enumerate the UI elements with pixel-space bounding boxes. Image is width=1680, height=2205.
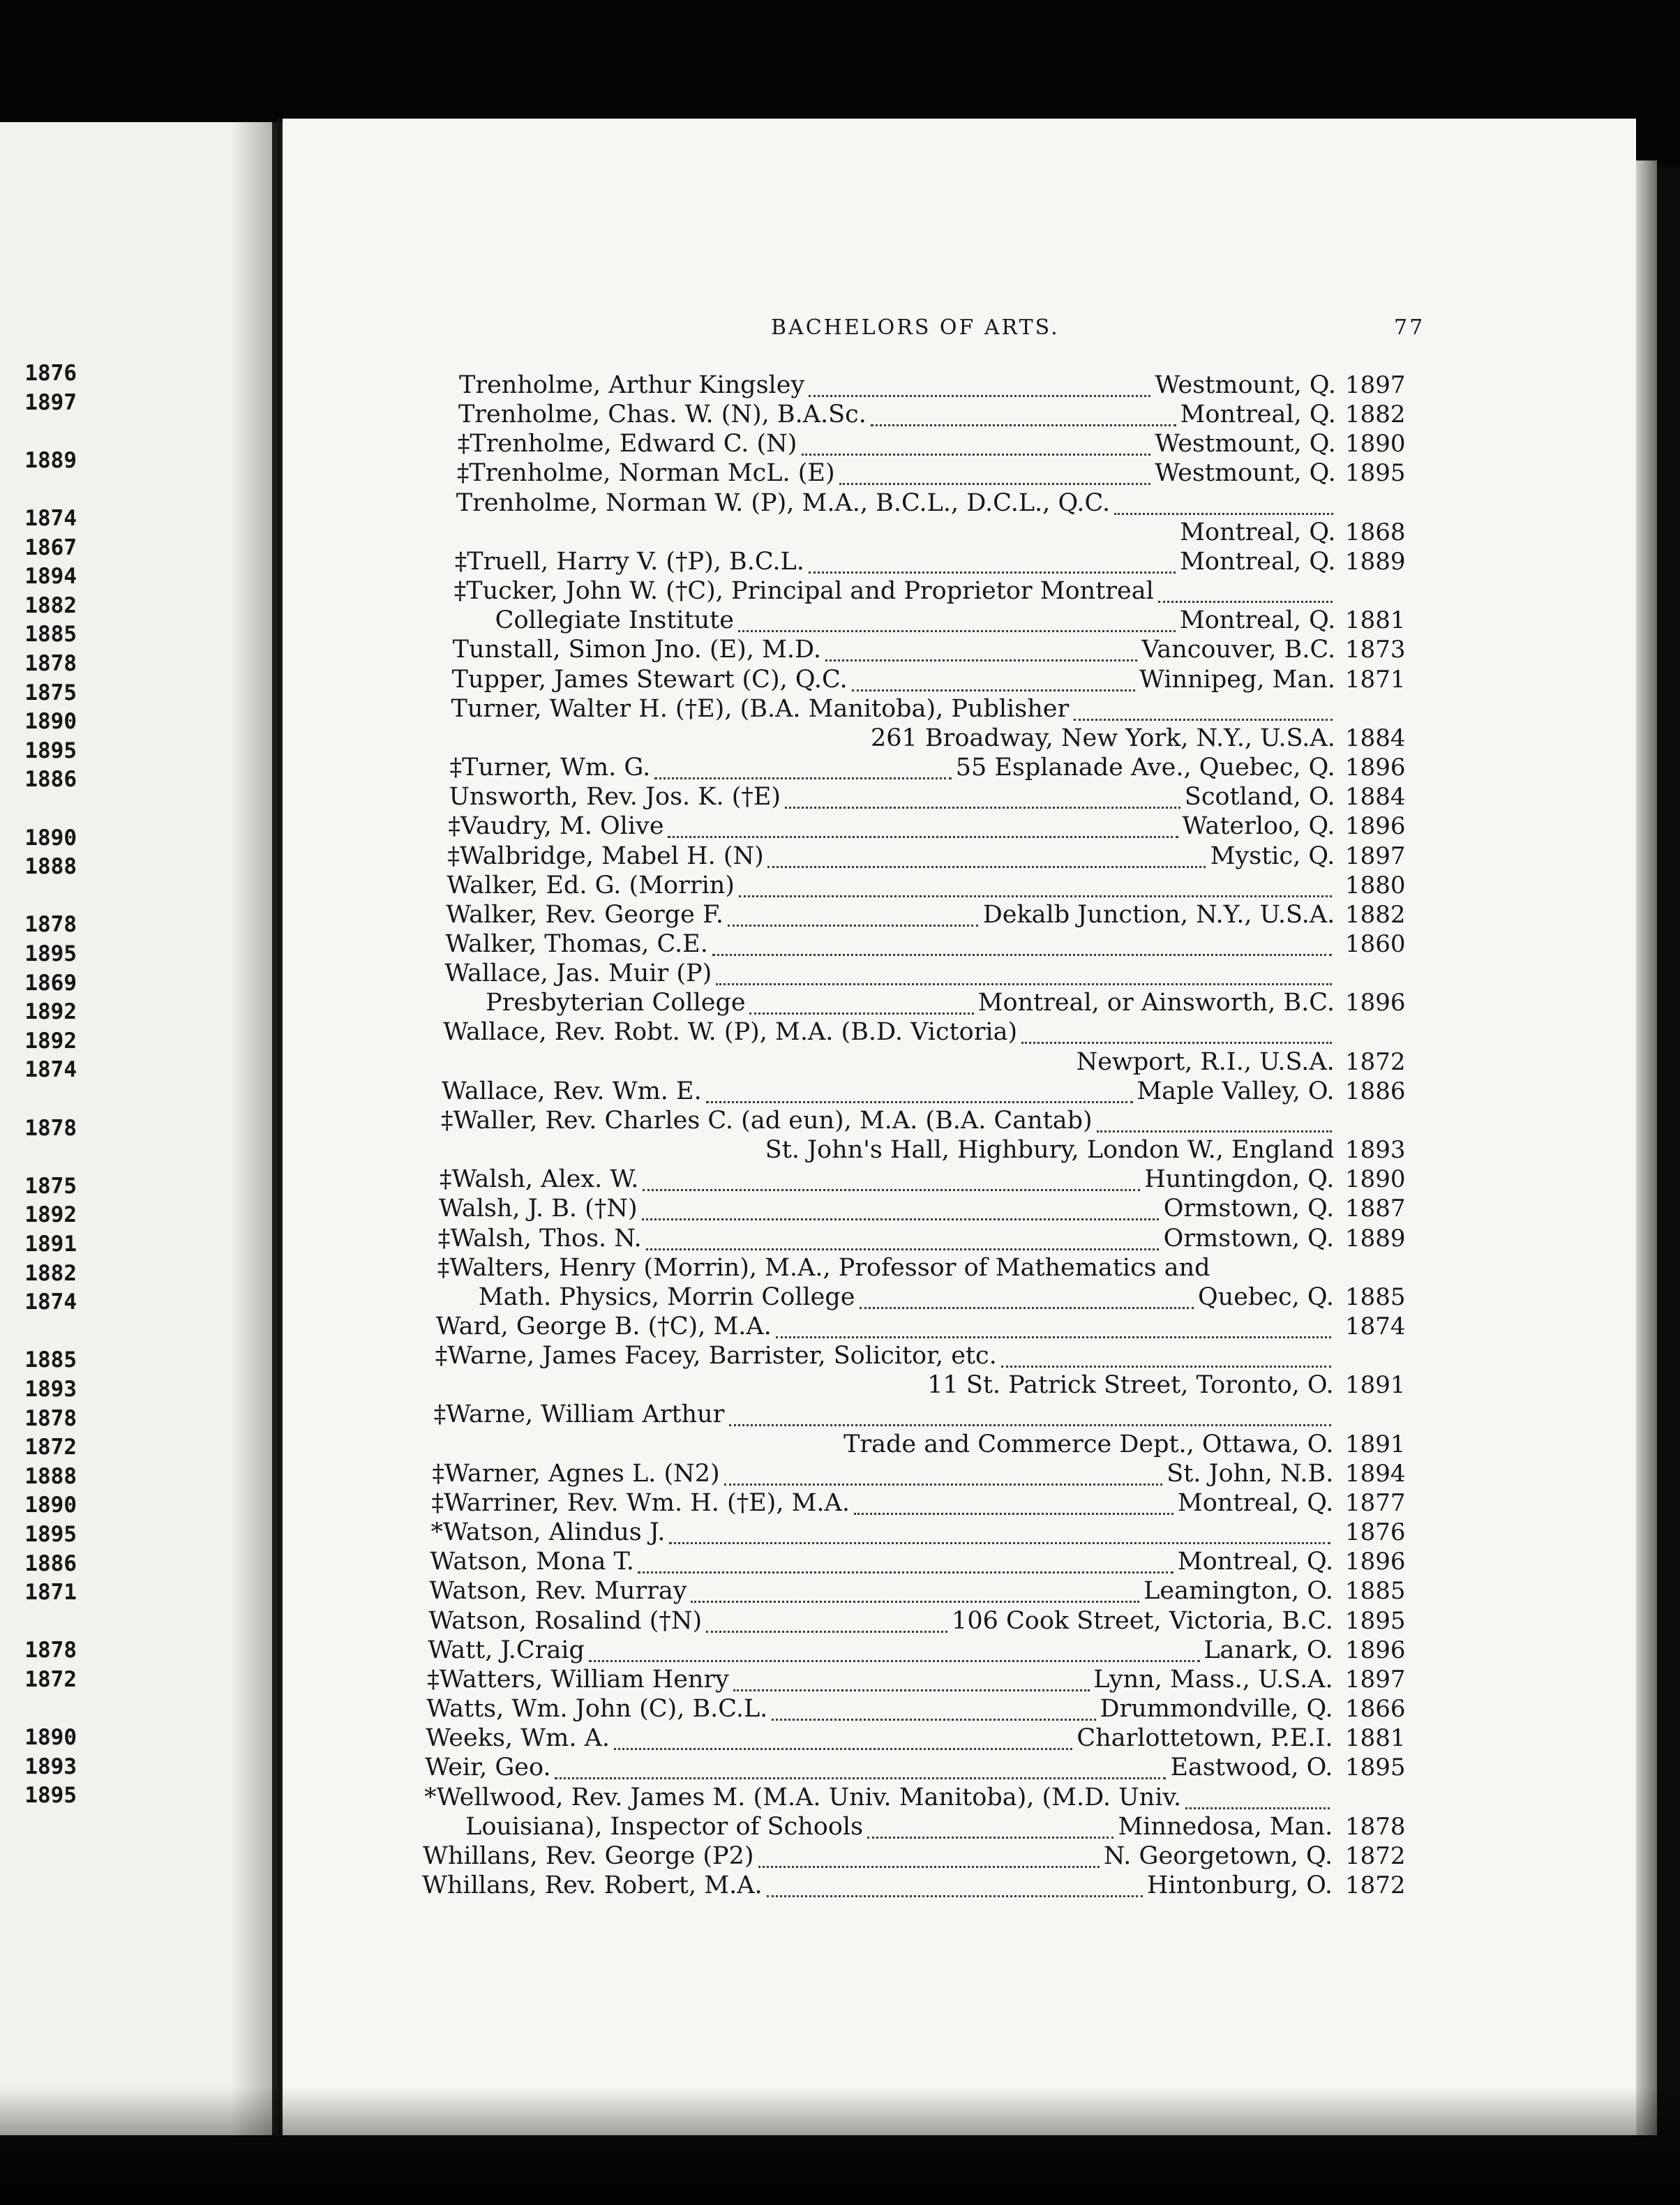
- entry-address: St. John's Hall, Highbury, London W., England: [765, 1136, 1335, 1165]
- entry-year: [1345, 1017, 1402, 1047]
- entry-year: 1894: [1345, 1459, 1406, 1488]
- entry-name: Weir, Geo.: [425, 1754, 551, 1782]
- entry-row: [0, 576, 1680, 606]
- left-page-year: 1892: [24, 999, 77, 1025]
- page-number: 77: [1394, 315, 1425, 340]
- entry-row: [0, 723, 1680, 754]
- left-page-year: 1895: [24, 1522, 77, 1547]
- left-page-year: 1878: [24, 651, 77, 676]
- left-page-year: 1872: [24, 1435, 77, 1460]
- entry-row: [0, 899, 1680, 930]
- entry-address: Lynn, Mass., U.S.A.: [1093, 1665, 1333, 1694]
- dot-leader: [555, 1758, 1166, 1779]
- entry-address: Winnipeg, Man.: [1139, 665, 1336, 694]
- entry-row: [0, 1253, 1680, 1283]
- entry-name: ‡Walbridge, Mabel H. (N): [447, 842, 764, 870]
- left-page-year: 1892: [24, 1202, 77, 1228]
- entry-year: 1876: [1345, 1518, 1406, 1547]
- entry-year: 1887: [1345, 1195, 1406, 1223]
- entry-address: 261 Broadway, New York, N.Y., U.S.A.: [871, 724, 1335, 752]
- entry-row: [0, 1576, 1680, 1606]
- entry-row: [0, 1311, 1680, 1342]
- entry-year: 1890: [1345, 430, 1406, 458]
- entry-row: [0, 1223, 1680, 1254]
- entry-name: Presbyterian College: [486, 989, 746, 1017]
- entry-row: [0, 458, 1680, 488]
- left-page-year: 1874: [24, 506, 77, 531]
- left-page-year: 1882: [24, 1260, 77, 1286]
- entry-row: [0, 370, 1680, 401]
- entry-address: Westmount, Q.: [1155, 371, 1336, 399]
- entry-row: [0, 782, 1680, 812]
- entry-address: Mystic, Q.: [1210, 842, 1335, 870]
- entry-name: Walker, Rev. George F.: [446, 900, 723, 929]
- entry-row: [0, 1076, 1680, 1107]
- left-page-year: 1893: [24, 1377, 77, 1402]
- entry-year: [1345, 958, 1402, 989]
- entry-row: [0, 1193, 1680, 1224]
- left-page-year: 1894: [24, 564, 77, 590]
- entry-year: 1889: [1345, 547, 1406, 576]
- entry-row: [0, 1694, 1680, 1724]
- entry-year: [1345, 1782, 1402, 1813]
- entry-row: [0, 1488, 1680, 1518]
- entry-row: [0, 634, 1680, 665]
- dot-leader: [852, 670, 1135, 692]
- entry-row: [0, 488, 1680, 518]
- dot-leader: [749, 993, 974, 1015]
- entry-name: Trenholme, Chas. W. (N), B.A.Sc.: [458, 401, 867, 429]
- dot-leader: [712, 934, 1332, 956]
- entry-row: [0, 1164, 1680, 1195]
- entry-address: Montreal, or Ainsworth, B.C.: [977, 989, 1335, 1017]
- entry-name: ‡Warner, Agnes L. (N2): [432, 1459, 720, 1488]
- entry-row: [0, 1458, 1680, 1489]
- entry-name: Trenholme, Norman W. (P), M.A., B.C.L., D.C.L., Q.C.: [456, 488, 1111, 517]
- entry-name: Wallace, Rev. Robt. W. (P), M.A. (B.D. Victoria): [443, 1018, 1018, 1047]
- entry-row: [0, 1517, 1680, 1548]
- entry-row: [0, 1282, 1680, 1313]
- entry-row: [0, 1546, 1680, 1577]
- entry-row: [0, 1399, 1680, 1430]
- entry-name: *Wellwood, Rev. James M. (M.A. Univ. Manitoba), (M.D. Univ.: [424, 1783, 1182, 1811]
- entry-name: Whillans, Rev. George (P2): [423, 1841, 754, 1870]
- entry-name: Louisiana), Inspector of Schools: [465, 1812, 864, 1841]
- entry-row: [0, 664, 1680, 695]
- left-page-year: 1892: [24, 1028, 77, 1054]
- left-page-year: 1875: [24, 1173, 77, 1199]
- left-page-year: 1878: [24, 1115, 77, 1141]
- entry-year: 1866: [1345, 1695, 1406, 1724]
- entry-name: ‡Waller, Rev. Charles C. (ad eun), M.A. (B.A. Cantab): [441, 1106, 1093, 1135]
- entry-address: Montreal, Q.: [1179, 606, 1336, 635]
- entry-year: 1884: [1345, 724, 1406, 752]
- entry-address: 106 Cook Street, Victoria, B.C.: [952, 1606, 1333, 1635]
- dot-leader: [860, 1287, 1194, 1309]
- entry-address: Huntingdon, Q.: [1144, 1165, 1335, 1194]
- dot-leader: [589, 1640, 1200, 1662]
- entry-row: [0, 841, 1680, 872]
- entry-year: 1896: [1345, 1636, 1406, 1664]
- left-page-year: 1890: [24, 1725, 77, 1751]
- bottom-shadow: [0, 2086, 1680, 2205]
- entry-name: Walker, Ed. G. (Morrin): [447, 871, 735, 899]
- left-page-year: 1893: [24, 1754, 77, 1779]
- entry-name: ‡Vaudry, M. Olive: [448, 812, 664, 841]
- left-page-year: 1889: [24, 447, 77, 473]
- entry-name: ‡Trenholme, Edward C. (N): [457, 430, 797, 458]
- dot-leader: [1185, 1788, 1330, 1809]
- left-page-year: 1895: [24, 738, 77, 763]
- entry-row: [0, 958, 1680, 989]
- entry-row: [0, 1752, 1680, 1783]
- dot-leader: [691, 1581, 1139, 1603]
- left-page-year: 1890: [24, 709, 77, 735]
- entry-year: 1872: [1345, 1047, 1406, 1076]
- entry-name: Wallace, Jas. Muir (P): [444, 959, 712, 988]
- entry-name: ‡Turner, Wm. G.: [449, 754, 651, 782]
- entry-name: ‡Truell, Harry V. (†P), B.C.L.: [454, 547, 804, 576]
- entry-year: 1880: [1345, 871, 1406, 899]
- left-page-year: 1888: [24, 1463, 77, 1489]
- entry-name: Wallace, Rev. Wm. E.: [442, 1077, 702, 1105]
- dot-leader: [669, 1523, 1330, 1544]
- entry-year: 1872: [1345, 1871, 1406, 1899]
- entry-row: [0, 929, 1680, 959]
- entry-row: [0, 1635, 1680, 1666]
- entry-name: Tunstall, Simon Jno. (E), M.D.: [452, 636, 821, 664]
- left-page-year: 1886: [24, 767, 77, 793]
- dot-leader: [614, 1728, 1072, 1750]
- entry-name: Watts, Wm. John (C), B.C.L.: [426, 1695, 768, 1724]
- entry-address: N. Georgetown, Q.: [1103, 1841, 1333, 1870]
- entry-year: 1896: [1345, 989, 1406, 1017]
- entry-address: Leamington, O.: [1143, 1577, 1333, 1606]
- running-title: BACHELORS OF ARTS.: [771, 315, 1060, 340]
- entry-row: [0, 428, 1680, 459]
- entry-address: Ormstown, Q.: [1163, 1195, 1335, 1223]
- dot-leader: [809, 375, 1150, 397]
- entry-row: [0, 870, 1680, 901]
- entry-row: [0, 1370, 1680, 1400]
- dot-leader: [668, 816, 1178, 838]
- entry-address: 55 Esplanade Ave., Quebec, Q.: [955, 754, 1335, 782]
- dot-leader: [706, 1082, 1133, 1103]
- entry-address: Maple Valley, O.: [1137, 1077, 1335, 1105]
- entry-year: 1885: [1345, 1283, 1406, 1311]
- dot-leader: [642, 1199, 1159, 1220]
- entry-address: Drummondville, Q.: [1100, 1695, 1333, 1724]
- entry-name: Math. Physics, Morrin College: [478, 1283, 855, 1311]
- entry-address: Montreal, Q.: [1180, 547, 1336, 576]
- entry-year: [1345, 1399, 1402, 1430]
- entry-name: ‡Warne, James Facey, Barrister, Solicitor, etc.: [435, 1342, 997, 1370]
- entry-year: 1897: [1345, 371, 1406, 399]
- entry-row: [0, 694, 1680, 724]
- entry-address: 11 St. Patrick Street, Toronto, O.: [927, 1371, 1334, 1400]
- dot-leader: [716, 964, 1332, 985]
- entry-name: ‡Watters, William Henry: [427, 1665, 729, 1694]
- dot-leader: [772, 1699, 1096, 1721]
- entry-name: Watson, Rev. Murray: [429, 1577, 687, 1606]
- left-page-year: 1871: [24, 1580, 77, 1606]
- entry-address: Westmount, Q.: [1155, 430, 1336, 458]
- entry-name: ‡Tucker, John W. (†C), Principal and Proprietor Montreal: [453, 577, 1154, 606]
- entry-row: [0, 1606, 1680, 1636]
- left-page-year: 1890: [24, 1493, 77, 1518]
- entry-row: [0, 1429, 1680, 1460]
- entry-name: Watson, Rosalind (†N): [428, 1606, 703, 1635]
- entry-name: Collegiate Institute: [495, 606, 734, 635]
- entry-address: Minnedosa, Man.: [1118, 1812, 1333, 1841]
- left-page-year: 1878: [24, 1638, 77, 1664]
- entry-year: [1345, 1340, 1402, 1371]
- dot-leader: [646, 1229, 1159, 1250]
- dot-leader: [854, 1493, 1173, 1515]
- entry-year: 1891: [1345, 1430, 1406, 1458]
- left-page-year: 1874: [24, 1290, 77, 1315]
- entry-address: Hintonburg, O.: [1146, 1871, 1333, 1899]
- dot-leader: [776, 1317, 1331, 1338]
- entry-name: Whillans, Rev. Robert, M.A.: [422, 1871, 763, 1899]
- dot-leader: [767, 1876, 1143, 1897]
- left-page-year: 1888: [24, 854, 77, 880]
- entry-year: 1891: [1345, 1371, 1406, 1400]
- entry-year: 1860: [1345, 929, 1406, 958]
- entry-name: Weeks, Wm. A.: [426, 1724, 610, 1753]
- entry-year: 1881: [1345, 1724, 1406, 1753]
- entry-name: Unsworth, Rev. Jos. K. (†E): [449, 783, 781, 812]
- entry-name: Walker, Thomas, C.E.: [445, 929, 708, 958]
- entry-year: 1890: [1345, 1165, 1406, 1194]
- entry-year: 1882: [1345, 401, 1406, 429]
- entry-year: 1897: [1345, 1665, 1406, 1694]
- dot-leader: [1074, 699, 1333, 721]
- entry-row: [0, 811, 1680, 842]
- entry-year: [1345, 576, 1402, 606]
- entry-address: Quebec, Q.: [1197, 1283, 1334, 1311]
- entry-address: Eastwood, O.: [1170, 1754, 1333, 1782]
- entry-address: St. John, N.B.: [1167, 1459, 1334, 1488]
- entry-row: [0, 1105, 1680, 1136]
- left-page-year: 1878: [24, 1405, 77, 1431]
- entry-year: 1896: [1345, 1548, 1406, 1576]
- entry-year: 1878: [1345, 1812, 1406, 1841]
- entry-year: 1868: [1345, 518, 1406, 546]
- entry-row: [0, 1841, 1680, 1871]
- entry-year: 1877: [1345, 1488, 1406, 1517]
- entry-year: [1345, 1105, 1402, 1136]
- entry-year: 1885: [1345, 1577, 1406, 1606]
- left-page-year: 1874: [24, 1057, 77, 1083]
- entry-row: [0, 1340, 1680, 1371]
- dot-leader: [867, 1817, 1113, 1839]
- entry-year: 1895: [1345, 459, 1406, 488]
- dot-leader: [1114, 493, 1333, 515]
- entry-year: 1873: [1345, 636, 1406, 664]
- entry-name: Turner, Walter H. (†E), (B.A. Manitoba), Publisher: [451, 694, 1070, 723]
- entry-year: 1889: [1345, 1224, 1406, 1253]
- dot-leader: [654, 758, 952, 779]
- entry-name: ‡Walsh, Thos. N.: [437, 1224, 642, 1253]
- entry-row: [0, 1047, 1680, 1077]
- entry-row: [0, 1017, 1680, 1047]
- dot-leader: [638, 1552, 1173, 1574]
- dot-leader: [871, 405, 1176, 426]
- entry-row: [0, 1870, 1680, 1901]
- left-page-year: 1875: [24, 680, 77, 705]
- dot-leader: [724, 1464, 1162, 1486]
- entry-year: 1895: [1345, 1606, 1406, 1635]
- entry-row: [0, 1811, 1680, 1842]
- entry-year: 1871: [1345, 665, 1406, 694]
- entry-year: [1345, 694, 1402, 724]
- left-page-year: 1885: [24, 1347, 77, 1373]
- entry-name: Walsh, J. B. (†N): [438, 1195, 638, 1223]
- entry-address: Ormstown, Q.: [1163, 1224, 1335, 1253]
- entry-name: Watson, Mona T.: [430, 1548, 634, 1576]
- entry-year: 1886: [1345, 1077, 1406, 1105]
- entry-address: Montreal, Q.: [1177, 1548, 1334, 1576]
- entry-year: 1897: [1345, 842, 1406, 870]
- dot-leader: [1021, 1022, 1332, 1044]
- entry-address: Lanark, O.: [1203, 1636, 1333, 1664]
- entry-year: 1882: [1345, 900, 1406, 929]
- left-page-year: 1869: [24, 970, 77, 996]
- entry-address: Waterloo, Q.: [1182, 812, 1335, 841]
- entry-year: 1896: [1345, 754, 1406, 782]
- left-page-year: 1891: [24, 1232, 77, 1257]
- dot-leader: [1097, 1111, 1332, 1133]
- entry-row: [0, 605, 1680, 636]
- entry-name: Trenholme, Arthur Kingsley: [459, 371, 805, 399]
- dot-leader: [738, 611, 1176, 632]
- left-page-year: 1882: [24, 592, 77, 618]
- dot-leader: [733, 1670, 1090, 1691]
- left-page-year: 1895: [24, 1783, 77, 1809]
- entry-year: 1896: [1345, 812, 1406, 841]
- dot-leader: [758, 1846, 1100, 1868]
- dot-leader: [767, 846, 1206, 868]
- entry-address: Trade and Commerce Dept., Ottawa, O.: [843, 1430, 1334, 1458]
- entry-address: Montreal, Q.: [1180, 401, 1336, 429]
- entry-row: [0, 1135, 1680, 1165]
- dot-leader: [809, 552, 1176, 574]
- dot-leader: [839, 463, 1150, 485]
- entry-address: Montreal, Q.: [1180, 518, 1336, 546]
- left-page-year: 1885: [24, 622, 77, 648]
- entry-row: [0, 987, 1680, 1018]
- entry-row: [0, 517, 1680, 548]
- entry-name: ‡Walsh, Alex. W.: [439, 1165, 639, 1194]
- entry-year: 1895: [1345, 1754, 1406, 1782]
- entry-name: Ward, George B. (†C), M.A.: [435, 1313, 772, 1341]
- left-page-year: 1897: [24, 389, 77, 415]
- dot-leader: [729, 1405, 1331, 1426]
- dot-leader: [739, 876, 1332, 897]
- entry-name: *Watson, Alindus J.: [430, 1518, 666, 1547]
- entry-address: Vancouver, B.C.: [1141, 636, 1336, 664]
- dot-leader: [643, 1169, 1140, 1191]
- dot-leader: [1001, 1346, 1331, 1368]
- entry-row: [0, 1782, 1680, 1813]
- entry-year: 1884: [1345, 783, 1406, 812]
- left-page-year: 1876: [24, 361, 77, 386]
- entry-name: Watt, J.Craig: [428, 1636, 585, 1664]
- left-page-year: 1872: [24, 1667, 77, 1692]
- entry-row: [0, 1723, 1680, 1754]
- dot-leader: [785, 787, 1180, 809]
- left-page-year: 1867: [24, 535, 77, 560]
- entry-year: [1345, 1253, 1402, 1283]
- entry-year: [1345, 488, 1402, 518]
- left-page-year: 1878: [24, 912, 77, 938]
- entry-year: 1872: [1345, 1841, 1406, 1870]
- entry-row: [0, 1664, 1680, 1695]
- entry-address: Westmount, Q.: [1155, 459, 1336, 488]
- left-page-year: 1895: [24, 941, 77, 966]
- left-page-year: 1886: [24, 1550, 77, 1576]
- entry-row: [0, 752, 1680, 783]
- entry-name: ‡Warriner, Rev. Wm. H. (†E), M.A.: [431, 1488, 850, 1517]
- entry-year: 1881: [1345, 606, 1406, 635]
- entry-name: ‡Warne, William Arthur: [433, 1400, 725, 1429]
- entry-name: ‡Trenholme, Norman McL. (E): [456, 459, 835, 488]
- dot-leader: [825, 640, 1137, 662]
- entry-year: 1874: [1345, 1313, 1406, 1341]
- dot-leader: [728, 905, 978, 927]
- entry-address: Newport, R.I., U.S.A.: [1076, 1047, 1335, 1076]
- dot-leader: [706, 1611, 947, 1633]
- entry-year: 1893: [1345, 1136, 1406, 1165]
- entry-address: Dekalb Junction, N.Y., U.S.A.: [982, 900, 1335, 929]
- dot-leader: [802, 434, 1150, 456]
- left-page-year: 1890: [24, 825, 77, 851]
- entry-address: Montreal, Q.: [1177, 1488, 1334, 1517]
- entry-address: Charlottetown, P.E.I.: [1077, 1724, 1333, 1753]
- entry-row: [0, 546, 1680, 577]
- entry-name: ‡Walters, Henry (Morrin), M.A., Professor of Mathematics and: [437, 1253, 1210, 1282]
- entry-row: [0, 399, 1680, 430]
- entry-name: Tupper, James Stewart (C), Q.C.: [451, 665, 848, 694]
- dot-leader: [1158, 581, 1333, 603]
- entry-address: Scotland, O.: [1184, 783, 1335, 812]
